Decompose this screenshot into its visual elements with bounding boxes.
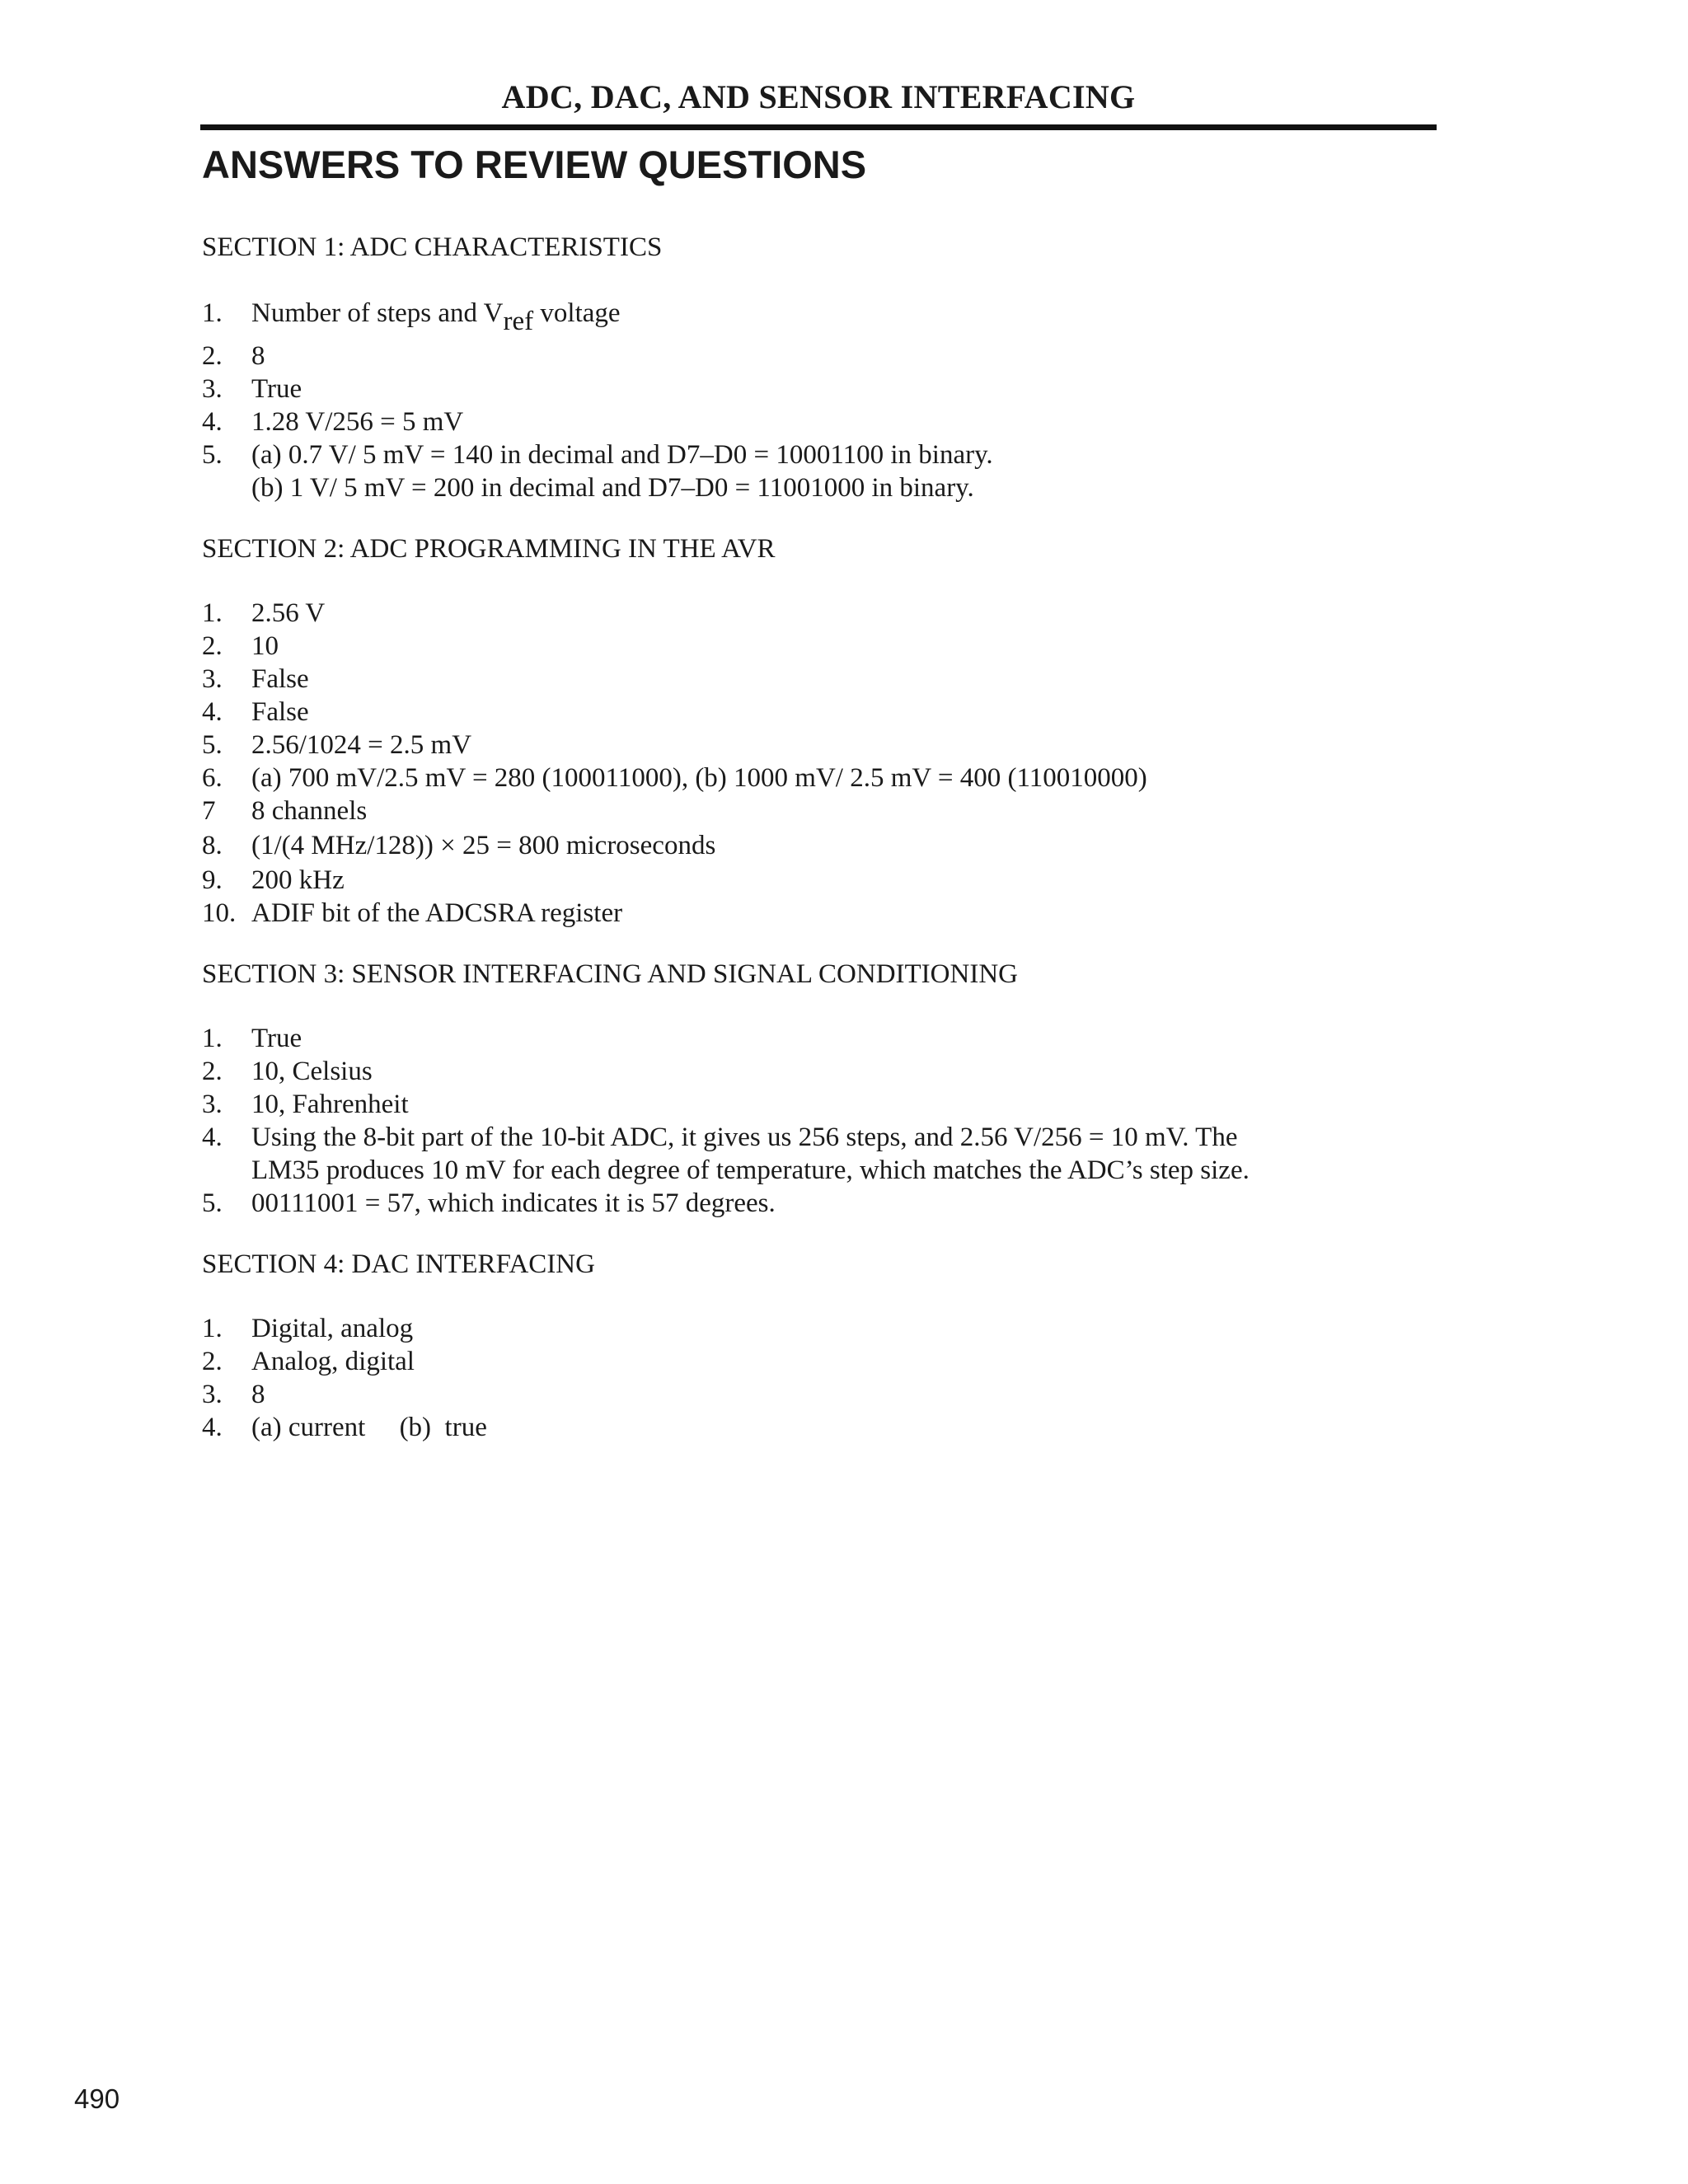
answer-item	[202, 438, 1356, 504]
answer-number: 8.	[202, 831, 223, 860]
answer-number: 3.	[202, 1380, 223, 1409]
answer-number: 3.	[202, 664, 223, 694]
answer-number: 3.	[202, 1090, 223, 1119]
answer-number: 6.	[202, 763, 223, 793]
answer-number: 4.	[202, 407, 223, 437]
answer-item	[202, 295, 1356, 340]
answer-line: Using the 8-bit part of the 10-bit ADC, it gives us 256 steps, and 2.56 V/256 = 10 mV. The	[251, 1122, 1238, 1152]
answer-line: (b) 1 V/ 5 mV = 200 in decimal and D7–D0 = 11001000 in binary.	[251, 473, 974, 503]
answer-text: False	[251, 664, 309, 694]
answer-text: 8 channels	[251, 796, 368, 826]
answer-item	[202, 762, 1356, 794]
answer-item	[202, 897, 1356, 930]
page-number: 490	[74, 2083, 120, 2114]
answer-item	[202, 1022, 1356, 1055]
answer-text: 10, Celsius	[251, 1057, 373, 1086]
subscript-ref: ref	[503, 307, 534, 336]
section-2	[202, 531, 1356, 930]
answer-text: 1.28 V/256 = 5 mV	[251, 407, 464, 437]
answer-item	[202, 630, 1356, 663]
running-header-title: ADC, DAC, AND SENSOR INTERFACING	[501, 78, 1136, 115]
answer-item	[202, 827, 1356, 864]
answer-text: False	[251, 697, 309, 727]
answer-number: 5.	[202, 440, 223, 470]
answer-item	[202, 373, 1356, 405]
answer-line: (a) 0.7 V/ 5 mV = 140 in decimal and D7–D0 = 10001100 in binary.	[251, 440, 993, 470]
answer-number: 7	[202, 796, 216, 826]
answer-text: (a) 700 mV/2.5 mV = 280 (100011000), (b) 1000 mV/ 2.5 mV = 400 (110010000)	[251, 763, 1147, 793]
answer-text: 200 kHz	[251, 865, 345, 895]
answer-text: (a) current (b) true	[251, 1413, 487, 1442]
section-title: SECTION 1: ADC CHARACTERISTICS	[202, 232, 663, 262]
answer-text: 10, Fahrenheit	[251, 1090, 409, 1119]
answer-text-post: voltage	[533, 298, 621, 328]
answer-text: 00111001 = 57, which indicates it is 57 degrees.	[251, 1188, 776, 1218]
answers-content	[202, 229, 1356, 1470]
answer-text	[251, 1121, 1356, 1187]
answer-number: 1.	[202, 298, 223, 328]
answer-text-pre: Number of steps and V	[251, 298, 504, 328]
answer-text: 8	[251, 1380, 265, 1409]
answer-item	[202, 1088, 1356, 1121]
answer-item	[202, 864, 1356, 897]
answer-line: LM35 produces 10 mV for each degree of temperature, which matches the ADC’s step size.	[251, 1155, 1250, 1185]
answer-text: Analog, digital	[251, 1347, 415, 1376]
section-title: SECTION 4: DAC INTERFACING	[202, 1249, 595, 1279]
answer-number: 4.	[202, 1122, 223, 1152]
answer-number: 2.	[202, 1057, 223, 1086]
answer-number: 1.	[202, 1024, 223, 1053]
answer-text: 2.56/1024 = 2.5 mV	[251, 730, 472, 760]
answer-number: 2.	[202, 341, 223, 371]
answer-item	[202, 1187, 1356, 1220]
section-4	[202, 1246, 1356, 1444]
section-1	[202, 229, 1356, 504]
answer-text	[251, 295, 1356, 340]
answer-item	[202, 597, 1356, 630]
answer-item	[202, 340, 1356, 373]
answer-item	[202, 1411, 1356, 1444]
answer-text: ADIF bit of the ADCSRA register	[251, 898, 623, 928]
section-title: SECTION 3: SENSOR INTERFACING AND SIGNAL CONDITIONING	[202, 959, 1018, 989]
answer-number: 2.	[202, 631, 223, 661]
answer-text: True	[251, 374, 302, 404]
answer-item	[202, 663, 1356, 696]
answer-item	[202, 794, 1356, 827]
answer-item	[202, 1312, 1356, 1345]
running-header	[200, 71, 1437, 130]
answer-number: 9.	[202, 865, 223, 895]
answer-item	[202, 1121, 1356, 1187]
answer-number: 1.	[202, 598, 223, 628]
answer-number: 4.	[202, 697, 223, 727]
answer-number: 2.	[202, 1347, 223, 1376]
answer-item	[202, 1345, 1356, 1378]
section-title: SECTION 2: ADC PROGRAMMING IN THE AVR	[202, 534, 776, 564]
answer-number: 5.	[202, 1188, 223, 1218]
answer-text: (1/(4 MHz/128)) × 25 = 800 microseconds	[251, 831, 716, 860]
answer-text: 2.56 V	[251, 598, 326, 628]
answer-number: 3.	[202, 374, 223, 404]
answer-text	[251, 438, 1356, 504]
answer-number: 4.	[202, 1413, 223, 1442]
answer-text: True	[251, 1024, 302, 1053]
answer-number: 1.	[202, 1314, 223, 1343]
answer-item	[202, 729, 1356, 762]
answer-item	[202, 405, 1356, 438]
answer-text: Digital, analog	[251, 1314, 414, 1343]
answer-text: 10	[251, 631, 279, 661]
answer-item	[202, 1055, 1356, 1088]
page-heading: ANSWERS TO REVIEW QUESTIONS	[202, 143, 867, 186]
answer-item	[202, 696, 1356, 729]
answer-item	[202, 1378, 1356, 1411]
answer-text: 8	[251, 341, 265, 371]
answer-number: 5.	[202, 730, 223, 760]
section-3	[202, 956, 1356, 1220]
answer-number: 10.	[202, 898, 237, 928]
